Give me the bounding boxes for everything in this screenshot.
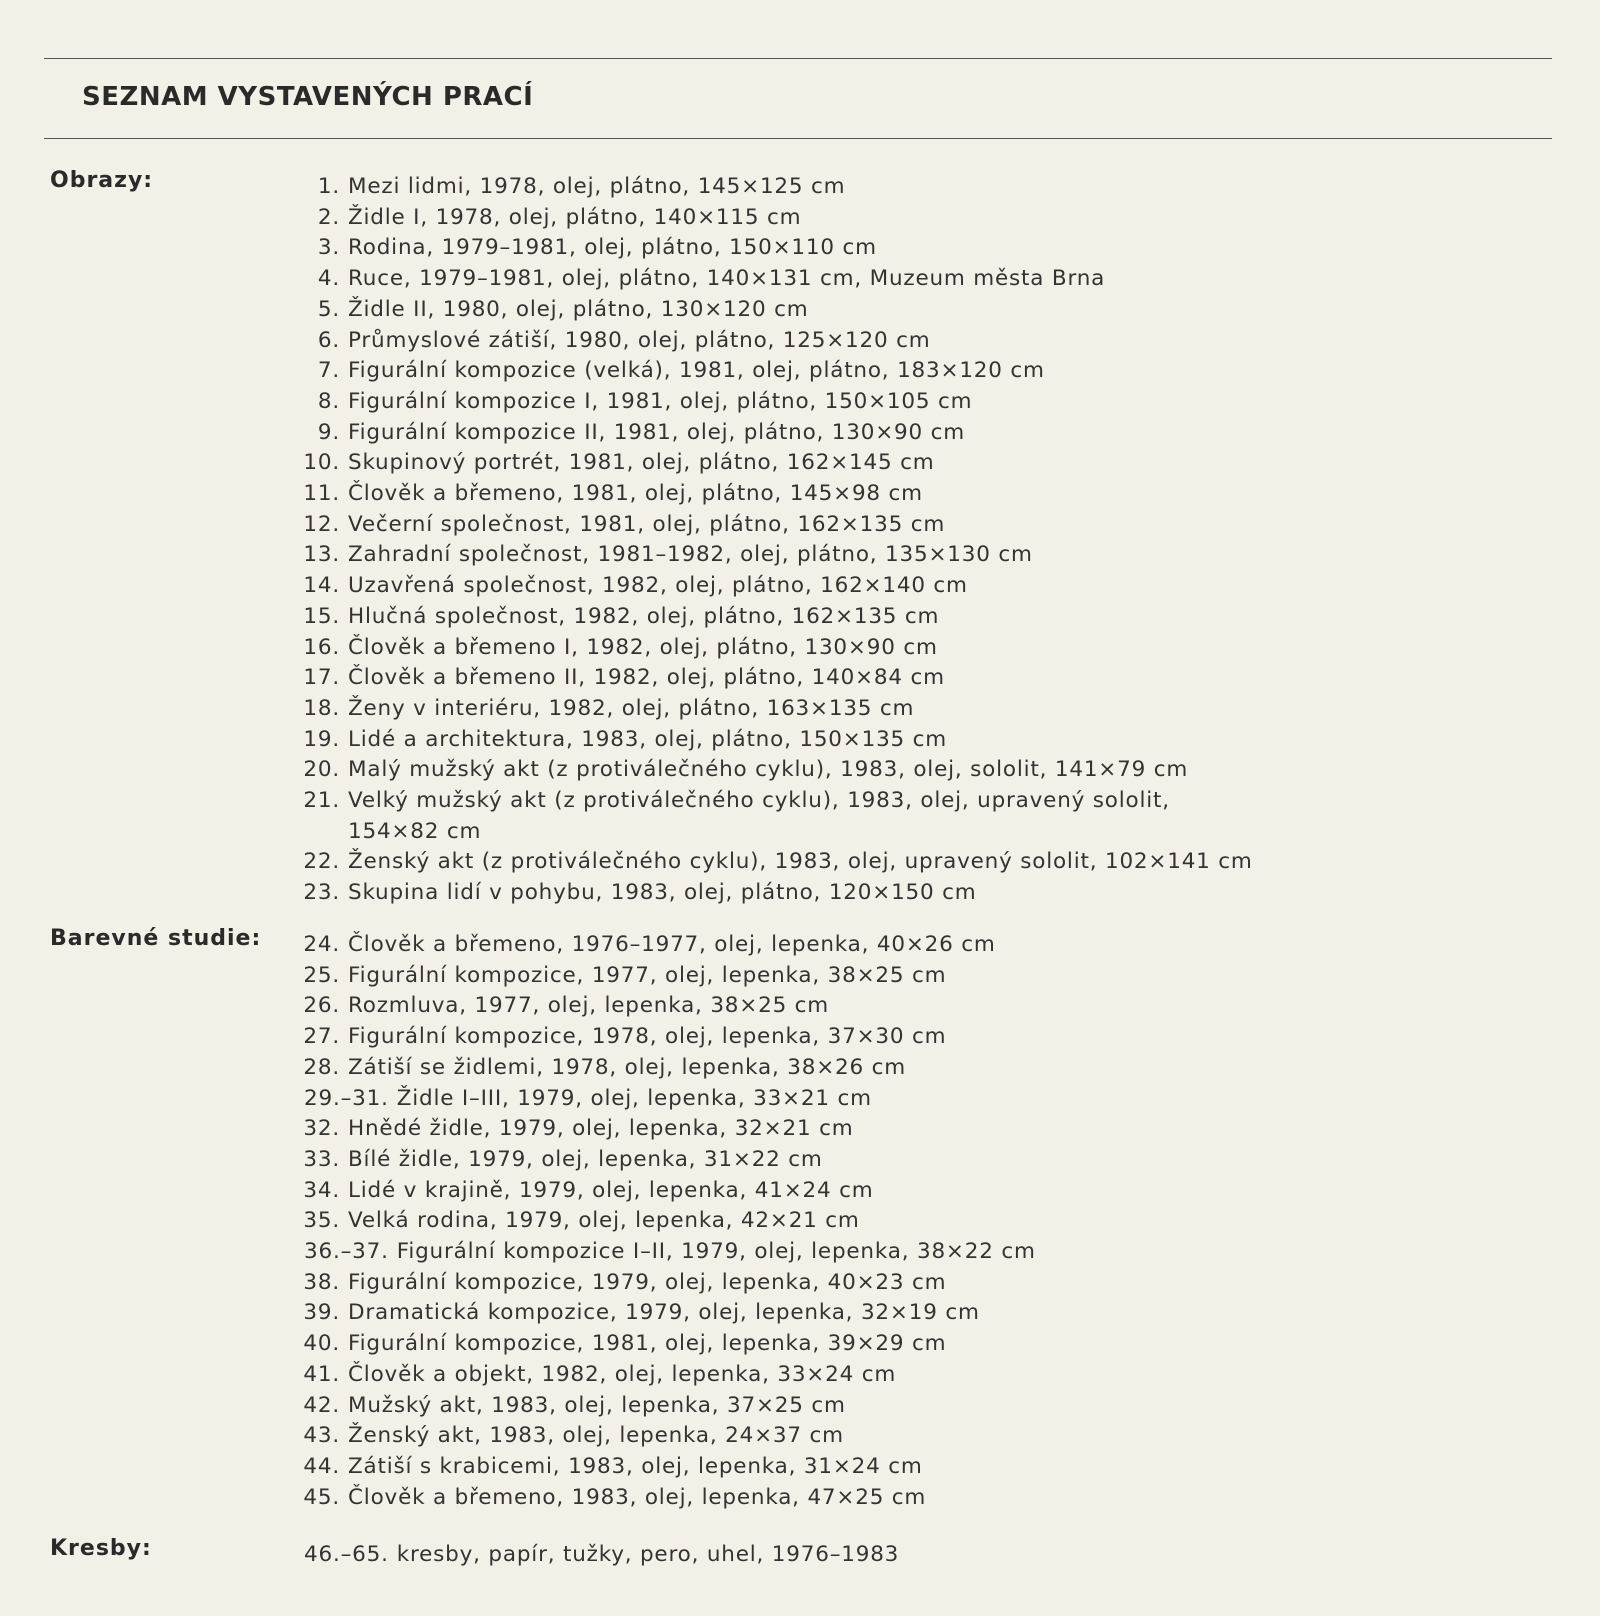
item-text: Figurální kompozice, 1978, olej, lepenka, 37×30 cm xyxy=(348,1024,947,1050)
list-item xyxy=(290,295,1350,326)
list-item xyxy=(290,1360,1350,1391)
item-text: Ženský akt (z protiválečného cyklu), 1983, olej, upravený sololit, 102×141 cm xyxy=(348,849,1253,875)
item-number: 26. xyxy=(303,993,340,1019)
item-number: 13. xyxy=(303,542,340,568)
item-number: 8. xyxy=(317,388,340,414)
list-item xyxy=(290,1540,1350,1571)
list-item xyxy=(290,1391,1350,1422)
item-text: Rodina, 1979–1981, olej, plátno, 150×110 cm xyxy=(348,235,877,261)
item-text: Lidé a architektura, 1983, olej, plátno, 150×135 cm xyxy=(348,726,948,752)
list-item xyxy=(290,961,1350,992)
item-number: 20. xyxy=(303,757,340,783)
list-item xyxy=(290,1452,1350,1483)
list-item xyxy=(290,878,1350,909)
item-number: 42. xyxy=(303,1392,340,1418)
item-text: Figurální kompozice, 1981, olej, lepenka, 39×29 cm xyxy=(348,1331,947,1357)
item-number: 19. xyxy=(303,726,340,752)
list-item xyxy=(290,1298,1350,1329)
list-item xyxy=(290,1022,1350,1053)
item-text: Člověk a objekt, 1982, olej, lepenka, 33×24 cm xyxy=(348,1361,897,1387)
list-item xyxy=(290,930,1350,961)
list-item xyxy=(290,1268,1350,1299)
list-item xyxy=(290,602,1350,633)
item-number: 27. xyxy=(303,1024,340,1050)
list-item xyxy=(290,1053,1350,1084)
item-number: 1. xyxy=(317,174,340,199)
item-number: 4. xyxy=(317,266,340,292)
item-text: Ruce, 1979–1981, olej, plátno, 140×131 cm, Muzeum města Brna xyxy=(348,266,1106,292)
item-number: 21. xyxy=(303,788,340,814)
item-number: 3. xyxy=(317,235,340,261)
list-item xyxy=(290,540,1350,571)
item-text: Člověk a břemeno, 1983, olej, lepenka, 47×25 cm xyxy=(348,1484,927,1510)
item-text: Hlučná společnost, 1982, olej, plátno, 162×135 cm xyxy=(348,603,940,629)
item-number: 35. xyxy=(303,1208,340,1234)
item-text: Ženský akt, 1983, olej, lepenka, 24×37 cm xyxy=(348,1423,844,1449)
item-list xyxy=(290,172,1350,909)
item-text: Zátiší se židlemi, 1978, olej, lepenka, 38×26 cm xyxy=(348,1054,907,1080)
item-list xyxy=(290,1540,1350,1571)
item-text: Rozmluva, 1977, olej, lepenka, 38×25 cm xyxy=(348,993,830,1019)
item-text: Židle I–III, 1979, olej, lepenka, 33×21 cm xyxy=(396,1085,872,1111)
item-list xyxy=(290,930,1350,1513)
item-number: 14. xyxy=(303,573,340,599)
list-item xyxy=(290,172,1350,203)
item-number: 12. xyxy=(303,511,340,537)
list-item xyxy=(290,847,1350,878)
item-text: Člověk a břemeno I, 1982, olej, plátno, 130×90 cm xyxy=(348,634,938,660)
item-text: Židle I, 1978, olej, plátno, 140×115 cm xyxy=(348,204,802,230)
item-number: 15. xyxy=(303,603,340,629)
list-item xyxy=(290,694,1350,725)
list-item xyxy=(290,571,1350,602)
list-item xyxy=(290,633,1350,664)
list-item xyxy=(290,418,1350,449)
list-item xyxy=(290,1206,1350,1237)
list-item xyxy=(290,1084,1350,1115)
item-number: 45. xyxy=(303,1484,340,1510)
item-text: Židle II, 1980, olej, plátno, 130×120 cm xyxy=(348,296,809,322)
list-item xyxy=(290,1114,1350,1145)
item-number: 2. xyxy=(317,204,340,230)
item-text: Bílé židle, 1979, olej, lepenka, 31×22 cm xyxy=(348,1146,823,1172)
list-item xyxy=(290,1237,1350,1268)
item-text: Člověk a břemeno, 1981, olej, plátno, 145×98 cm xyxy=(348,481,923,507)
item-number: 24. xyxy=(303,932,340,957)
list-item xyxy=(290,510,1350,541)
top-rule xyxy=(44,58,1552,59)
item-number: 18. xyxy=(303,695,340,721)
list-item xyxy=(290,1145,1350,1176)
list-item xyxy=(290,264,1350,295)
item-number: 17. xyxy=(303,665,340,691)
item-text: Velká rodina, 1979, olej, lepenka, 42×21 cm xyxy=(348,1208,860,1234)
list-item xyxy=(290,1176,1350,1207)
item-number: 41. xyxy=(303,1361,340,1387)
item-number: 36.–37. xyxy=(304,1239,389,1265)
item-number: 9. xyxy=(317,419,340,445)
list-item xyxy=(290,1421,1350,1452)
item-number: 33. xyxy=(303,1146,340,1172)
list-item xyxy=(290,203,1350,234)
item-number: 22. xyxy=(303,849,340,875)
list-item xyxy=(290,991,1350,1022)
item-text: Malý mužský akt (z protiválečného cyklu), 1983, olej, sololit, 141×79 cm xyxy=(348,757,1189,783)
item-text: Mezi lidmi, 1978, olej, plátno, 145×125 cm xyxy=(348,174,846,199)
item-text: Člověk a břemeno, 1976–1977, olej, lepenka, 40×26 cm xyxy=(348,932,996,957)
item-text: Dramatická kompozice, 1979, olej, lepenka, 32×19 cm xyxy=(348,1300,980,1326)
item-text: Mužský akt, 1983, olej, lepenka, 37×25 cm xyxy=(348,1392,846,1418)
list-item xyxy=(290,448,1350,479)
item-text: kresby, papír, tužky, pero, uhel, 1976–1983 xyxy=(396,1542,900,1567)
item-text: Figurální kompozice I–II, 1979, olej, lepenka, 38×22 cm xyxy=(396,1239,1036,1265)
item-number: 11. xyxy=(303,481,340,507)
item-number: 10. xyxy=(303,450,340,476)
list-item xyxy=(290,326,1350,357)
item-number: 29.–31. xyxy=(304,1085,389,1111)
item-text: Zátiší s krabicemi, 1983, olej, lepenka, 31×24 cm xyxy=(348,1453,923,1479)
list-item xyxy=(290,1329,1350,1360)
section-label: Kresby: xyxy=(50,1536,152,1561)
item-text: Figurální kompozice (velká), 1981, olej, plátno, 183×120 cm xyxy=(348,358,1045,384)
item-number: 32. xyxy=(303,1116,340,1142)
item-number: 34. xyxy=(303,1177,340,1203)
item-number: 5. xyxy=(317,296,340,322)
item-text: Velký mužský akt (z protiválečného cyklu), 1983, olej, upravený sololit, 154×82 cm xyxy=(348,788,1170,844)
item-number: 38. xyxy=(303,1269,340,1295)
list-item xyxy=(290,356,1350,387)
list-item xyxy=(290,387,1350,418)
list-item xyxy=(290,1483,1350,1514)
item-text: Figurální kompozice I, 1981, olej, plátno, 150×105 cm xyxy=(348,388,973,414)
item-text: Večerní společnost, 1981, olej, plátno, 162×135 cm xyxy=(348,511,946,537)
item-text: Uzavřená společnost, 1982, olej, plátno, 162×140 cm xyxy=(348,573,968,599)
title-bottom-rule xyxy=(44,138,1552,139)
list-item xyxy=(290,233,1350,264)
item-text: Průmyslové zátiší, 1980, olej, plátno, 125×120 cm xyxy=(348,327,931,353)
list-item xyxy=(290,786,1350,847)
item-number: 25. xyxy=(303,962,340,988)
item-number: 7. xyxy=(317,358,340,384)
section-label: Obrazy: xyxy=(50,168,154,193)
list-item xyxy=(290,663,1350,694)
list-item xyxy=(290,755,1350,786)
item-number: 44. xyxy=(303,1453,340,1479)
section-label: Barevné studie: xyxy=(50,926,262,951)
item-text: Člověk a břemeno II, 1982, olej, plátno, 140×84 cm xyxy=(348,665,945,691)
item-number: 6. xyxy=(317,327,340,353)
item-text: Lidé v krajině, 1979, olej, lepenka, 41×24 cm xyxy=(348,1177,874,1203)
item-number: 39. xyxy=(303,1300,340,1326)
item-text: Skupina lidí v pohybu, 1983, olej, plátno, 120×150 cm xyxy=(348,880,977,906)
item-text: Ženy v interiéru, 1982, olej, plátno, 163×135 cm xyxy=(348,695,915,721)
item-text: Zahradní společnost, 1981–1982, olej, plátno, 135×130 cm xyxy=(348,542,1033,568)
page-title: SEZNAM VYSTAVENÝCH PRACÍ xyxy=(82,82,534,112)
item-text: Hnědé židle, 1979, olej, lepenka, 32×21 cm xyxy=(348,1116,854,1142)
list-item xyxy=(290,725,1350,756)
item-number: 23. xyxy=(303,880,340,906)
item-text: Skupinový portrét, 1981, olej, plátno, 162×145 cm xyxy=(348,450,935,476)
item-number: 40. xyxy=(303,1331,340,1357)
item-text: Figurální kompozice, 1977, olej, lepenka, 38×25 cm xyxy=(348,962,947,988)
item-text: Figurální kompozice, 1979, olej, lepenka, 40×23 cm xyxy=(348,1269,947,1295)
item-number: 43. xyxy=(303,1423,340,1449)
item-number: 28. xyxy=(303,1054,340,1080)
item-number: 46.–65. xyxy=(304,1542,389,1567)
list-item xyxy=(290,479,1350,510)
item-text: Figurální kompozice II, 1981, olej, plátno, 130×90 cm xyxy=(348,419,966,445)
item-number: 16. xyxy=(303,634,340,660)
